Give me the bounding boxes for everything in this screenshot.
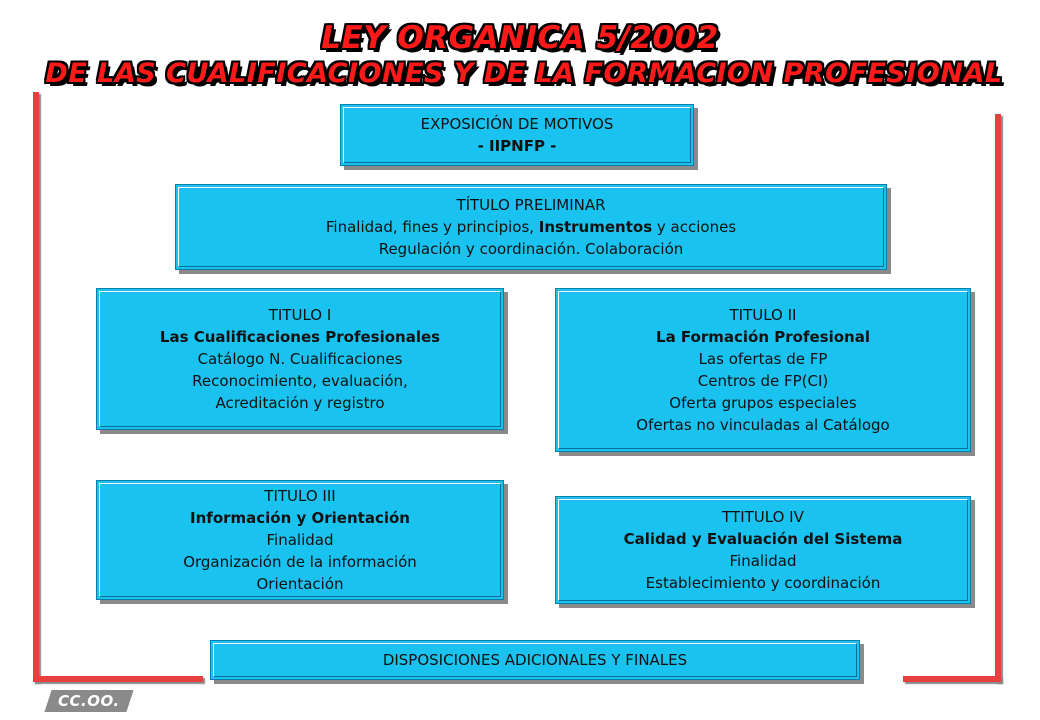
titulo2-line: Centros de FP(CI) <box>697 372 829 390</box>
titulo1-subtitle: Las Cualificaciones Profesionales <box>159 328 441 346</box>
titulo4-title: TTITULO IV <box>722 508 804 526</box>
titulo3-line: Orientación <box>256 575 344 593</box>
ccoo-logo: CC.OO. <box>44 690 133 712</box>
titulo2-line: Ofertas no vinculadas al Catálogo <box>636 416 890 434</box>
motivos-line1: EXPOSICIÓN DE MOTIVOS <box>420 115 614 133</box>
titulo4-line: Finalidad <box>729 552 797 570</box>
titulo4-line: Establecimiento y coordinación <box>645 574 881 592</box>
preliminar-line2: Regulación y coordinación. Colaboración <box>378 240 684 258</box>
box-titulo-2 <box>555 288 971 452</box>
frame-left-bottom <box>33 676 203 682</box>
titulo3-title: TITULO III <box>264 487 336 505</box>
titulo3-line: Finalidad <box>266 531 334 549</box>
preliminar-title: TÍTULO PRELIMINAR <box>456 196 606 214</box>
box-titulo-4 <box>555 496 971 604</box>
box-exposicion-motivos <box>340 104 694 166</box>
titulo1-title: TITULO I <box>268 306 332 324</box>
titulo1-line: Catálogo N. Cualificaciones <box>197 350 403 368</box>
page-title-line1: LEY ORGANICA 5/2002 <box>321 20 719 56</box>
titulo2-subtitle: La Formación Profesional <box>656 328 870 346</box>
box-disposiciones <box>210 640 860 680</box>
motivos-line2: - IIPNFP - <box>477 137 557 155</box>
frame-right-bar <box>995 114 1001 682</box>
titulo3-line: Organización de la información <box>183 553 417 571</box>
titulo2-line: Oferta grupos especiales <box>669 394 857 412</box>
preliminar-line1: Finalidad, fines y principios, Instrumentos y acciones <box>325 218 737 236</box>
box-titulo-preliminar <box>175 184 887 270</box>
disposiciones-line1: DISPOSICIONES ADICIONALES Y FINALES <box>382 651 688 669</box>
box-titulo-3 <box>96 480 504 600</box>
titulo2-title: TITULO II <box>729 306 797 324</box>
titulo3-subtitle: Información y Orientación <box>190 509 410 527</box>
page-title-line2: DE LAS CUALIFICACIONES Y DE LA FORMACION PROFESIONAL <box>45 58 1003 89</box>
frame-left-bar <box>33 92 39 682</box>
titulo1-line: Reconocimiento, evaluación, <box>192 372 408 390</box>
titulo1-line: Acreditación y registro <box>215 394 385 412</box>
frame-right-bottom <box>903 676 1001 682</box>
box-titulo-1 <box>96 288 504 430</box>
titulo4-subtitle: Calidad y Evaluación del Sistema <box>623 530 903 548</box>
titulo2-line: Las ofertas de FP <box>698 350 828 368</box>
